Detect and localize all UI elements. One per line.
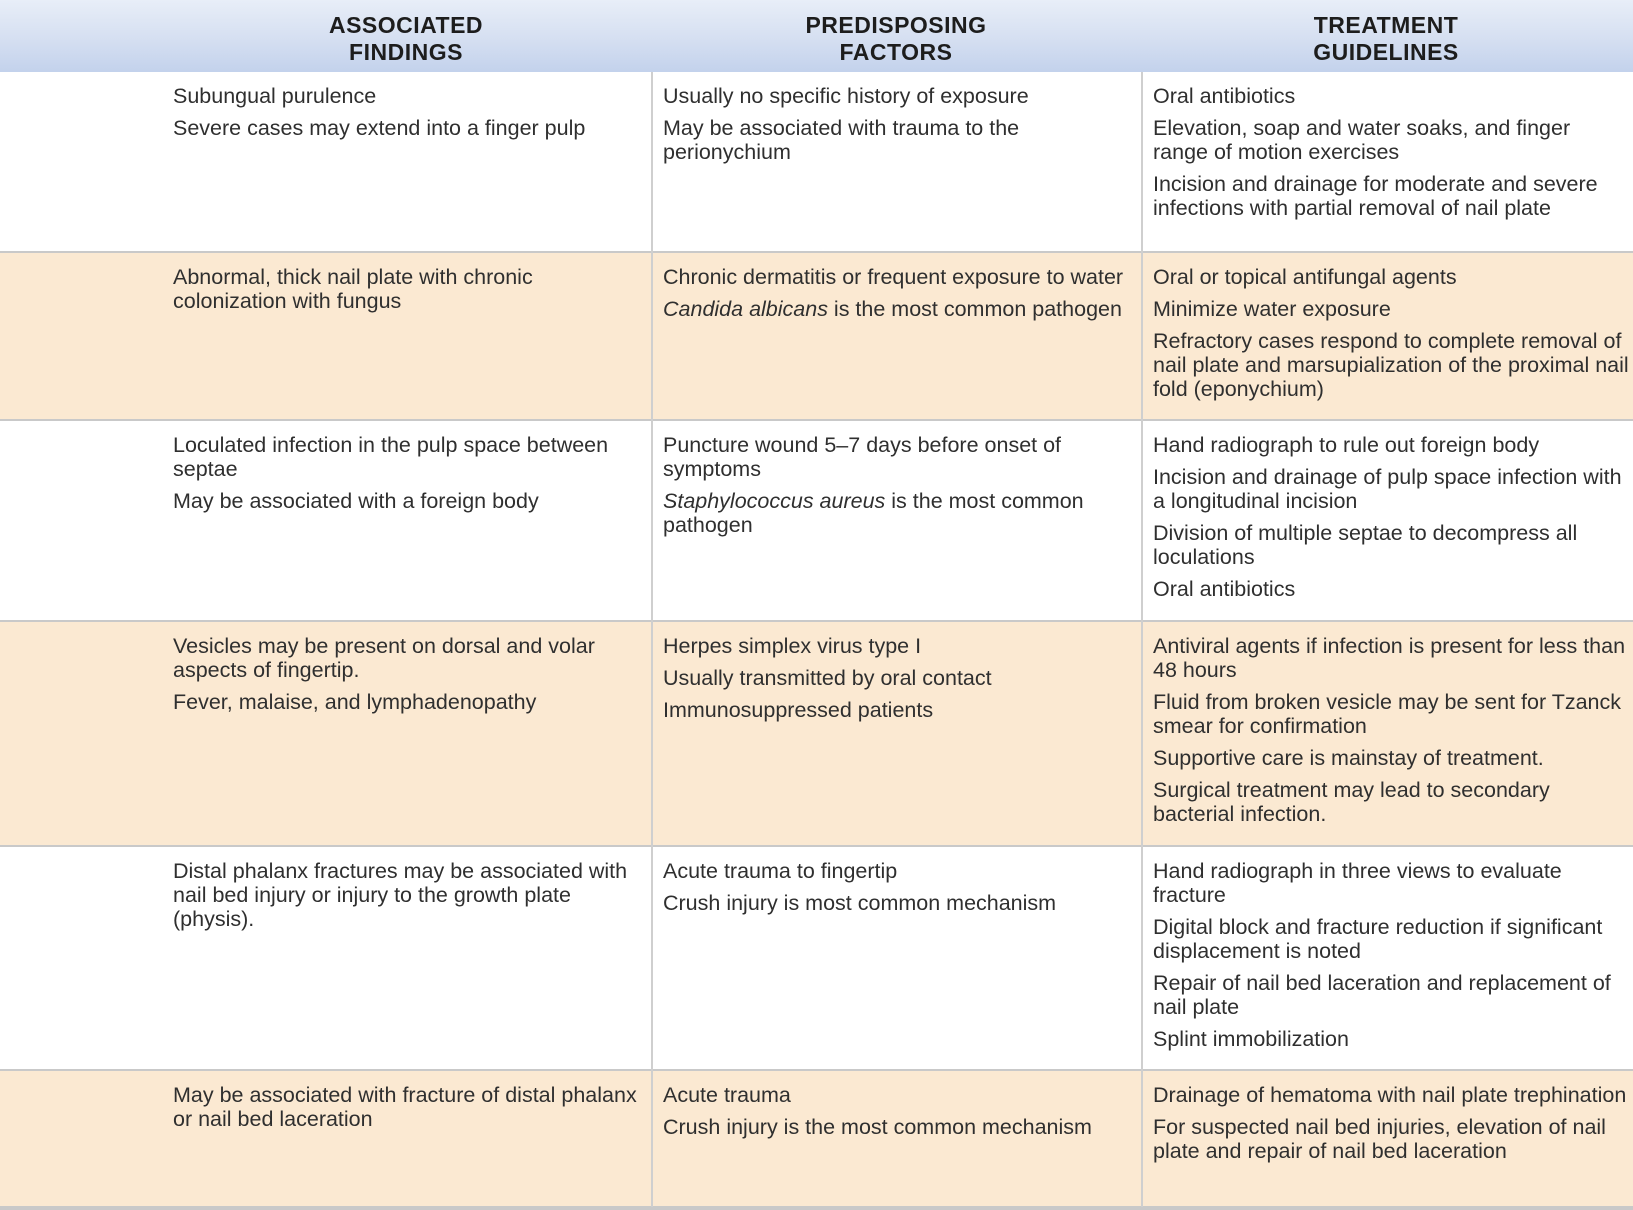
treatment-cell (1153, 634, 1629, 834)
header-predisposing-factors (663, 10, 1129, 68)
findings-text: Fever, malaise, and lymphadenopathy (173, 690, 537, 714)
findings-cell (173, 84, 651, 148)
treatment-cell (1153, 265, 1629, 409)
treatment-cell (1153, 859, 1629, 1059)
treatment-text: Antiviral agents if infection is present for less than 48 hours (1153, 634, 1626, 682)
header-text: TREATMENT (1313, 12, 1459, 38)
treatment-text: Hand radiograph to rule out foreign body (1153, 433, 1540, 457)
header-text: FACTORS (839, 39, 953, 65)
findings-text: Subungual purulence (173, 84, 377, 108)
table-header (0, 0, 1633, 72)
treatment-cell (1153, 84, 1629, 228)
treatment-text: Incision and drainage for moderate and severe infections with partial removal of nail plate (1153, 172, 1598, 220)
treatment-text: Oral antibiotics (1153, 84, 1296, 108)
factors-text: Herpes simplex virus type I (663, 634, 922, 658)
treatment-cell (1153, 1083, 1629, 1171)
header-associated-findings (173, 10, 639, 68)
treatment-text: Oral antibiotics (1153, 577, 1296, 601)
factors-text: Chronic dermatitis or frequent exposure to water (663, 265, 1124, 289)
column-divider (651, 72, 653, 1207)
factors-text: Acute trauma (663, 1083, 791, 1107)
table-row (0, 72, 1633, 252)
treatment-text: Surgical treatment may lead to secondary bacterial infection. (1153, 778, 1550, 826)
findings-text: Vesicles may be present on dorsal and volar aspects of fingertip. (173, 634, 595, 682)
factors-text: Immunosuppressed patients (663, 698, 934, 722)
treatment-text: Supportive care is mainstay of treatment. (1153, 746, 1544, 770)
header-text: ASSOCIATED (328, 12, 484, 38)
factors-cell (663, 265, 1141, 329)
treatment-cell (1153, 433, 1629, 609)
factors-text: Puncture wound 5–7 days before onset of symptoms (663, 433, 1062, 481)
findings-text: Distal phalanx fractures may be associated with nail bed injury or injury to the growth plate (physis). (173, 859, 628, 931)
column-divider (1141, 72, 1143, 1207)
factors-text: Crush injury is most common mechanism (663, 891, 1057, 915)
factors-cell (663, 1083, 1141, 1147)
findings-cell (173, 1083, 651, 1139)
factors-text: Usually no specific history of exposure (663, 84, 1029, 108)
factors-cell (663, 433, 1141, 545)
findings-cell (173, 433, 651, 521)
factors-cell (663, 859, 1141, 923)
treatment-text: Drainage of hematoma with nail plate trephination (1153, 1083, 1627, 1107)
table-row (0, 253, 1633, 419)
header-text: FINDINGS (349, 39, 463, 65)
findings-text: Abnormal, thick nail plate with chronic colonization with fungus (173, 265, 533, 313)
treatment-text: Oral or topical antifungal agents (1153, 265, 1457, 289)
factors-cell (663, 634, 1141, 730)
findings-cell (173, 859, 651, 939)
treatment-text: Splint immobilization (1153, 1027, 1349, 1051)
treatment-text: Digital block and fracture reduction if significant displacement is noted (1153, 915, 1603, 963)
treatment-text: For suspected nail bed injuries, elevation of nail plate and repair of nail bed laceration (1153, 1115, 1606, 1163)
findings-cell (173, 265, 651, 321)
factors-text: Crush injury is the most common mechanism (663, 1115, 1092, 1139)
treatment-text: Incision and drainage of pulp space infection with a longitudinal incision (1153, 465, 1622, 513)
treatment-text: Refractory cases respond to complete removal of nail plate and marsupialization of the proximal nail fold (eponychium) (1153, 329, 1629, 401)
table-bottom-border (0, 1206, 1633, 1210)
factors-text: Candida albicans is the most common pathogen (663, 297, 1122, 321)
findings-text: May be associated with a foreign body (173, 489, 539, 513)
table-row (0, 421, 1633, 620)
table-row (0, 1071, 1633, 1206)
treatment-text: Elevation, soap and water soaks, and finger range of motion exercises (1153, 116, 1571, 164)
header-text: PREDISPOSING (805, 12, 987, 38)
treatment-text: Repair of nail bed laceration and replacement of nail plate (1153, 971, 1611, 1019)
factors-text: May be associated with trauma to the perionychium (663, 116, 1020, 164)
factors-text: Usually transmitted by oral contact (663, 666, 992, 690)
treatment-text: Hand radiograph in three views to evaluate fracture (1153, 859, 1562, 907)
header-treatment-guidelines (1153, 10, 1619, 68)
table-row (0, 847, 1633, 1069)
table-row (0, 622, 1633, 845)
treatment-text: Division of multiple septae to decompress all loculations (1153, 521, 1578, 569)
findings-cell (173, 634, 651, 722)
findings-text: Severe cases may extend into a finger pulp (173, 116, 586, 140)
factors-text: Acute trauma to fingertip (663, 859, 898, 883)
treatment-text: Minimize water exposure (1153, 297, 1391, 321)
findings-text: Loculated infection in the pulp space between septae (173, 433, 609, 481)
treatment-text: Fluid from broken vesicle may be sent for Tzanck smear for confirmation (1153, 690, 1622, 738)
factors-text: Staphylococcus aureus is the most common pathogen (663, 489, 1084, 537)
factors-cell (663, 84, 1141, 172)
findings-text: May be associated with fracture of distal phalanx or nail bed laceration (173, 1083, 637, 1131)
header-text: GUIDELINES (1313, 39, 1459, 65)
